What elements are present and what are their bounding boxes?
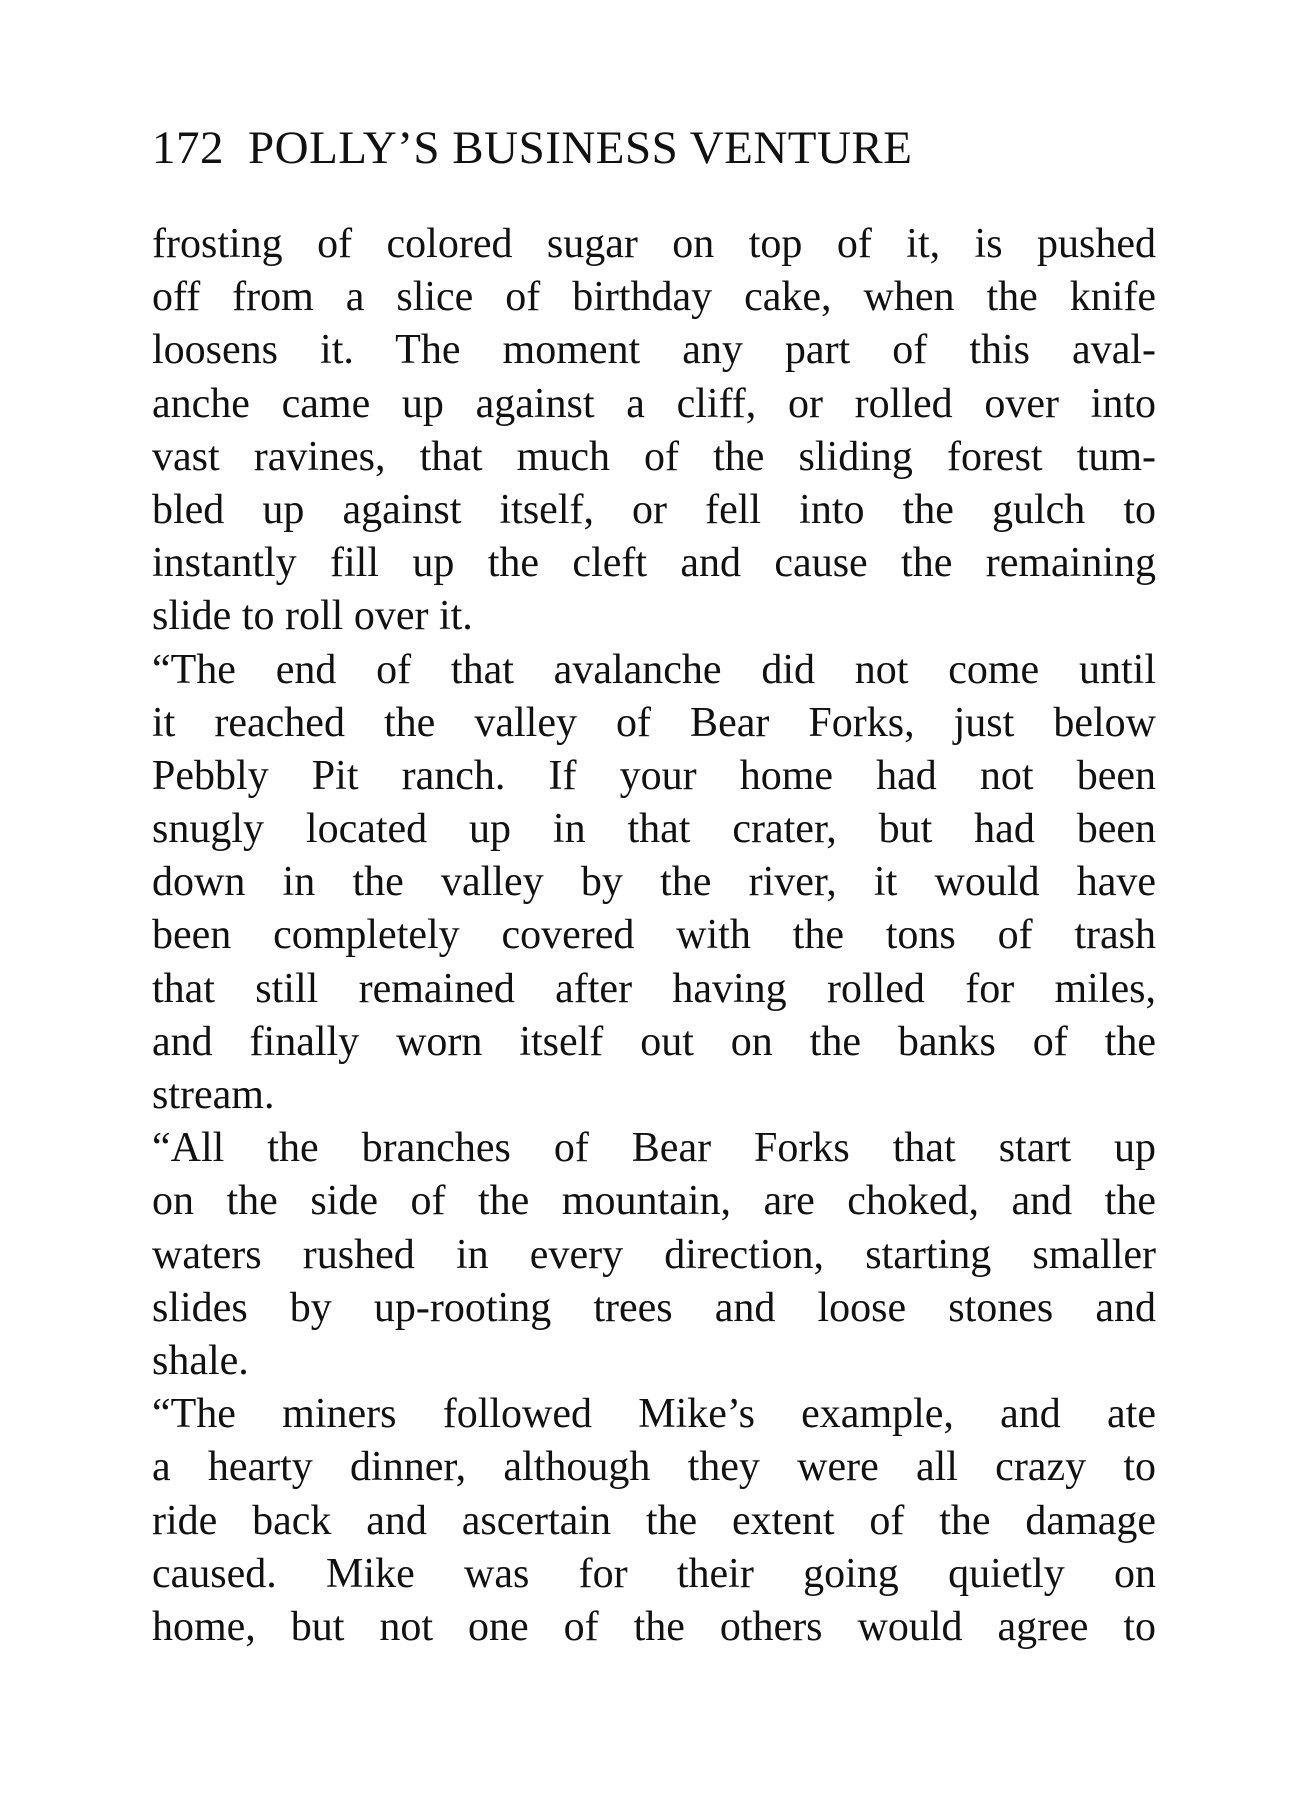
text-line: waters rushed in every direction, starting smaller bbox=[152, 1231, 1156, 1278]
text-line: that still remained after having rolled for miles, bbox=[152, 965, 1156, 1012]
text-line: “The miners followed Mike’s example, and ate bbox=[152, 1391, 1156, 1438]
paragraph-end-line: shale. bbox=[152, 1337, 249, 1384]
text-line: home, but not one of the others would agree to bbox=[152, 1603, 1156, 1650]
text-line: ride back and ascertain the extent of the damage bbox=[152, 1497, 1156, 1544]
page-number: 172 bbox=[152, 122, 224, 174]
paragraph-end-line: stream. bbox=[152, 1072, 275, 1118]
text-line: been completely covered with the tons of trash bbox=[152, 912, 1156, 959]
text-line: snugly located up in that crater, but had been bbox=[152, 806, 1156, 853]
text-line: and finally worn itself out on the banks of the bbox=[152, 1018, 1156, 1065]
text-line: loosens it. The moment any part of this aval- bbox=[152, 327, 1156, 374]
text-line: a hearty dinner, although they were all crazy to bbox=[152, 1444, 1156, 1491]
text-line: frosting of colored sugar on top of it, is pushed bbox=[152, 221, 1156, 267]
running-header bbox=[152, 118, 913, 178]
running-title: POLLY’S BUSINESS VENTURE bbox=[248, 122, 913, 174]
text-line: anche came up against a cliff, or rolled over into bbox=[152, 380, 1156, 427]
paragraph-end-line: slide to roll over it. bbox=[152, 593, 473, 640]
text-line: “The end of that avalanche did not come until bbox=[152, 646, 1156, 693]
text-line: “All the branches of Bear Forks that start up bbox=[152, 1125, 1156, 1172]
text-line: down in the valley by the river, it would have bbox=[152, 859, 1156, 906]
page-body bbox=[152, 218, 1156, 1654]
text-line: slides by up-rooting trees and loose stones and bbox=[152, 1284, 1156, 1331]
text-line: Pebbly Pit ranch. If your home had not been bbox=[152, 752, 1156, 799]
text-line: it reached the valley of Bear Forks, just below bbox=[152, 699, 1156, 746]
text-line: off from a slice of birthday cake, when the knife bbox=[152, 274, 1156, 321]
text-line: bled up against itself, or fell into the gulch to bbox=[152, 486, 1156, 533]
text-line: caused. Mike was for their going quietly on bbox=[152, 1550, 1156, 1597]
text-line: instantly fill up the cleft and cause the remaining bbox=[152, 540, 1156, 587]
text-line: on the side of the mountain, are choked, and the bbox=[152, 1178, 1156, 1225]
text-line: vast ravines, that much of the sliding forest tum- bbox=[152, 433, 1156, 480]
